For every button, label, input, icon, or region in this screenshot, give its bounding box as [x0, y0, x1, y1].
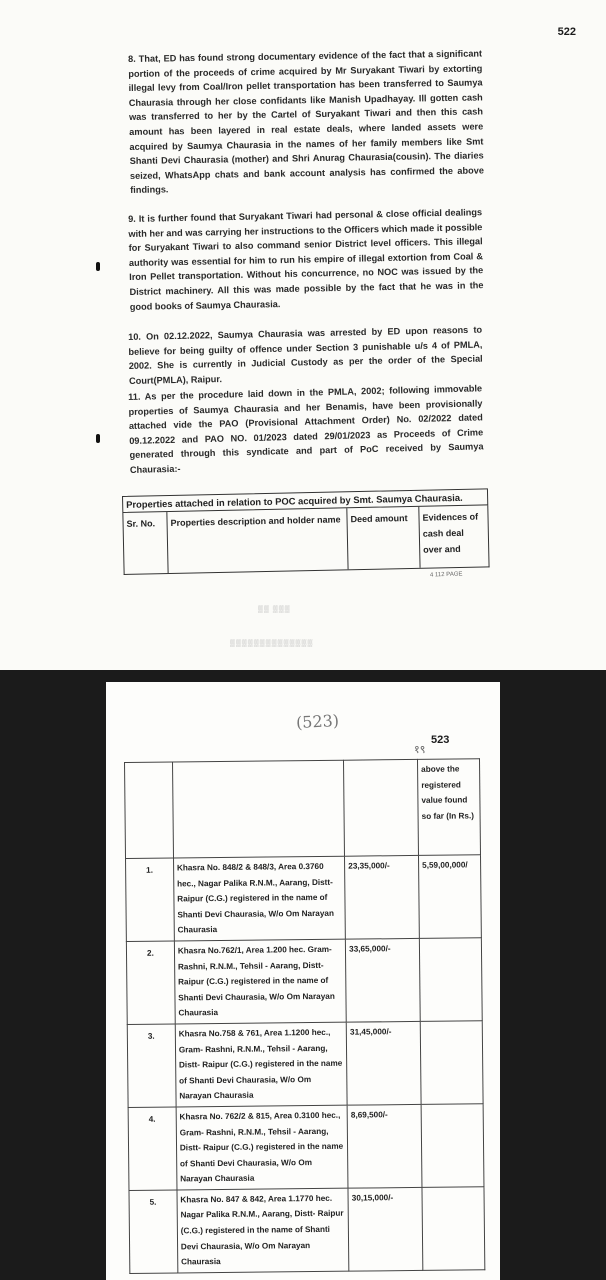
evidence-continuation: above the registered value found so far (In Rs.): [418, 759, 481, 856]
header-description: Properties description and holder name: [167, 508, 348, 573]
row-deed-amount: 23,35,000/-: [345, 855, 420, 939]
table-row: [126, 855, 482, 942]
paragraph-10: 10. On 02.12.2022, Saumya Chaurasia was arrested by ED upon reasons to believe for being guilty of offence under Section 3 punishable u/s 4 of PMLA, 2002. She is currently in Judicial Custody as per the order of the Special Court(PMLA), Raipur.: [128, 324, 483, 386]
row-evidence: [419, 938, 482, 1022]
header-sr-no: Sr. No.: [123, 512, 168, 574]
row-evidence: [422, 1187, 485, 1271]
table-row: [125, 759, 481, 859]
handwritten-page-number: (523): [295, 710, 340, 733]
row-deed-amount: 33,65,000/-: [346, 938, 421, 1022]
table-row: [129, 1187, 485, 1274]
row-description: Khasra No.762/1, Area 1.200 hec. Gram- Rashni, R.N.M., Tehsil - Aarang, Distt- Raipur (C.G.) registered in the name of Shanti Devi Chaurasia, W/o Om Narayan Chaurasia: [174, 939, 346, 1024]
table-row: [126, 938, 482, 1025]
row-deed-amount: 8,69,500/-: [347, 1104, 422, 1188]
paragraph-8: 8. That, ED has found strong documentary evidence of the fact that a significant portion of the proceeds of crime acquired by Mr Suryakant Tiwari by extorting illegal levy from Coal/Iron pellet transportation has been transferred to Saumya Chaurasia through her close confidants like Manish Upadhayay. Ill gotten cash was transferred to her by the Cartel of Suryakant Tiwari and then this cash amount has been layered in real estate deals, where landed assets were acquired by Saumya Chaurasia in the names of her family members like Smt Shanti Devi Chaurasia (mother) and Shri Anurag Chaurasia(cousin). The diaries seized, WhatsApp chats and bank account analysis has confirmed the above findings.: [128, 48, 484, 196]
faded-stamp: ▒▒ ▒▒▒: [258, 606, 291, 613]
row-description: Khasra No. 762/2 & 815, Area 0.3100 hec., Gram- Rashni, R.N.M., Tehsil - Aarang, Distt- Raipur (C.G.) registered in the name of Shanti Devi Chaurasia, W/o Om Narayan Chaurasia: [176, 1105, 348, 1190]
header-deed-amount: Deed amount: [347, 507, 420, 569]
page-number: 523: [431, 734, 450, 746]
row-evidence: [420, 1021, 483, 1105]
handwritten-mark: १९: [414, 743, 426, 756]
row-sr: 3.: [127, 1024, 176, 1107]
row-sr: 2.: [126, 941, 175, 1024]
document-page-523: [106, 682, 500, 1280]
table-row: [128, 1104, 484, 1191]
properties-table: [124, 758, 485, 1274]
row-evidence: [421, 1104, 484, 1188]
faded-stamp: ▒▒▒▒▒▒▒▒▒▒▒▒▒▒: [230, 640, 314, 647]
footnote: 4 112 PAGE: [429, 571, 463, 579]
paragraph-9: 9. It is further found that Suryakant Tiwari had personal & close official dealings with her and was carrying her instructions to the Officers which made it possible for Suryakant Tiwari to also command senior District level officers. This illegal authority was essential for him to run his empire of illegal extortion from Coal & Iron Pellet transportation. Without his concurrence, no NOC was issued by the District machinery. All this was made possible by the fact that he was in the good books of Saumya Chaurasia.: [128, 207, 484, 312]
row-sr: 1.: [126, 858, 175, 941]
page-number: 522: [557, 26, 576, 38]
row-deed-amount: 30,15,000/-: [348, 1187, 423, 1271]
row-sr: 5.: [129, 1190, 178, 1273]
row-deed-amount: 31,45,000/-: [346, 1021, 421, 1105]
row-description: Khasra No. 848/2 & 848/3, Area 0.3760 hec., Nagar Palika R.N.M., Aarang, Distt- Raipur (C.G.) registered in the name of Shanti Devi Chaurasia, W/o Om Narayan Chaurasia: [173, 856, 345, 941]
row-description: Khasra No.758 & 761, Area 1.1200 hec., Gram- Rashni, R.N.M., Tehsil - Aarang, Distt- Raipur (C.G.) registered in the name of Shanti Devi Chaurasia, W/o Om Narayan Chaurasia: [175, 1022, 347, 1107]
table-caption: Properties attached in relation to POC acquired by Smt. Saumya Chaurasia.: [122, 488, 488, 513]
row-description: Khasra No. 847 & 842, Area 1.1770 hec. Nagar Palika R.N.M., Aarang, Distt- Raipur (C.G.) registered in the name of Shanti Devi Chaurasia, W/o Om Narayan Chaurasia: [177, 1188, 349, 1273]
properties-table-header: [122, 488, 490, 575]
margin-mark: [96, 262, 100, 271]
margin-mark: [96, 434, 100, 443]
row-sr: 4.: [128, 1107, 177, 1190]
header-evidences: Evidences of cash deal over and: [422, 511, 479, 555]
table-row: [127, 1021, 483, 1108]
paragraph-11: 11. As per the procedure laid down in the PMLA, 2002; following immovable properties of Saumya Chaurasia and her Benamis, have been provisionally attached vide the PAO (Provisional Attachment Order) No. 02/2022 dated 09.12.2022 and PAO NO. 01/2023 dated 29/01/2023 as Proceeds of Crime generated through this syndicate and part of PoC received by Saumya Chaurasia:-: [128, 383, 484, 475]
row-evidence: 5,59,00,000/: [419, 855, 482, 939]
